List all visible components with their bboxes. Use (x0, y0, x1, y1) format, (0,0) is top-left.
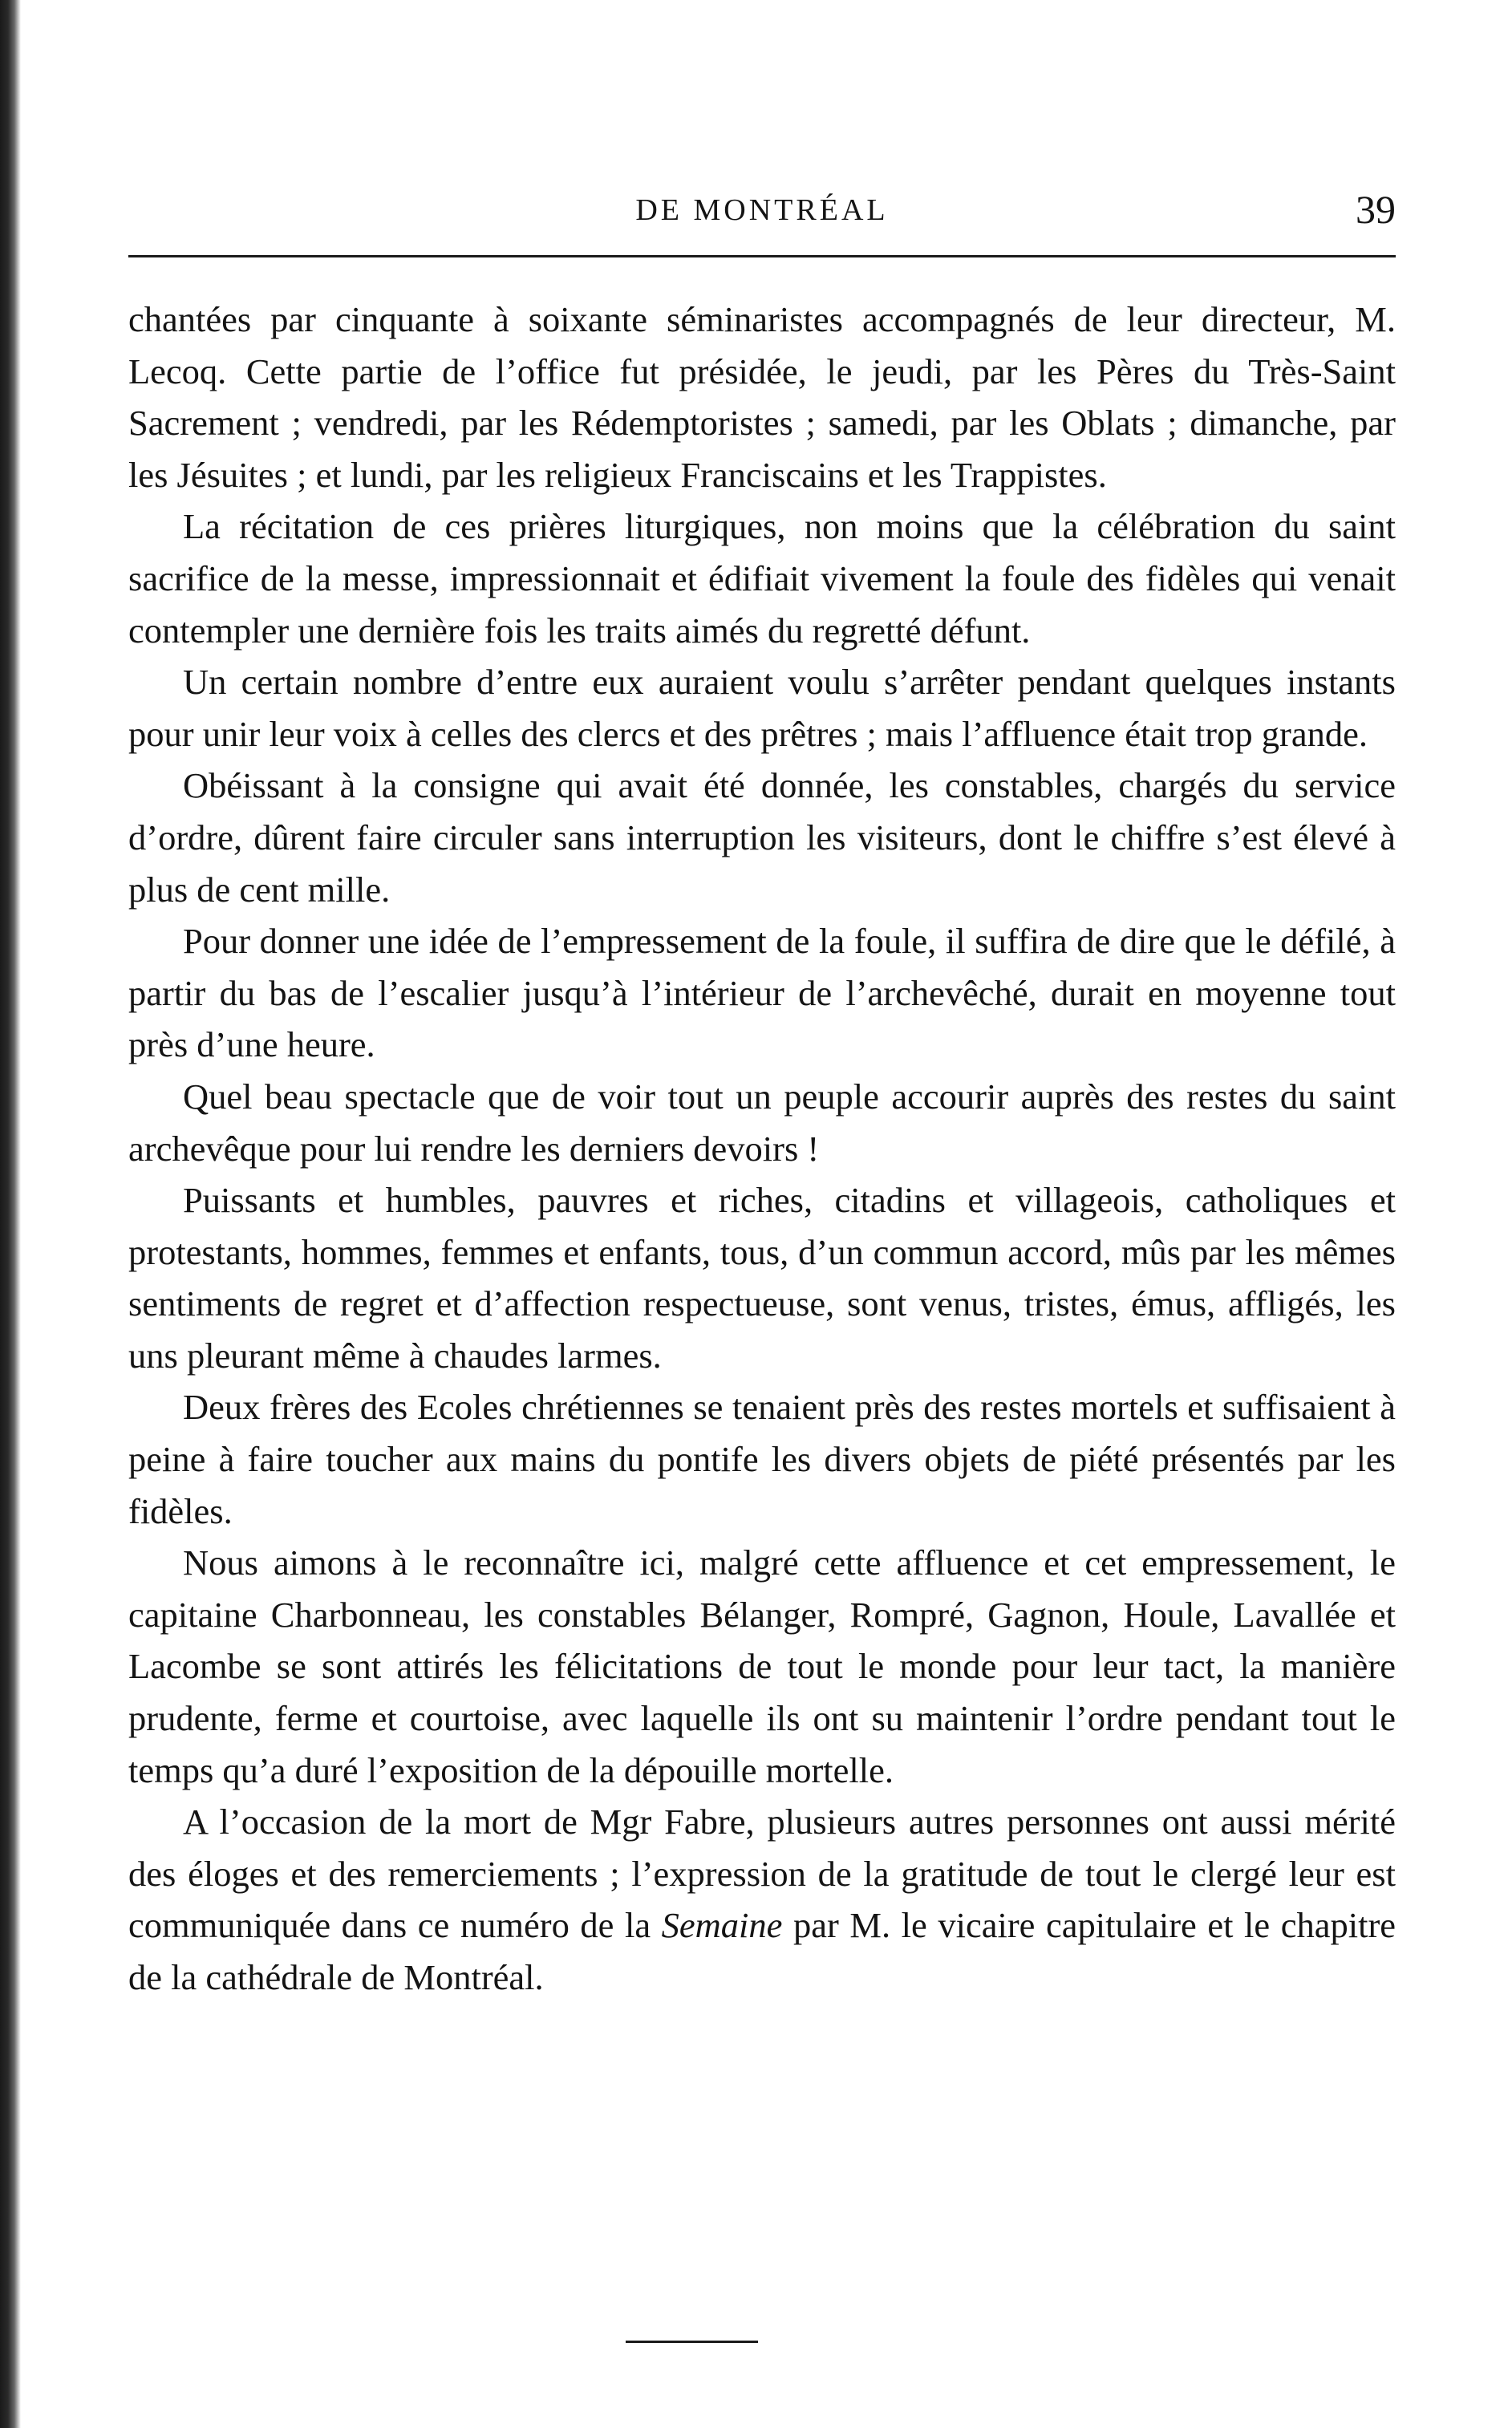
header-rule (128, 255, 1396, 257)
paragraph-3 (128, 656, 1396, 760)
paragraph-2-text: La récitation de ces prières liturgiques, non moins que la célébration du saint sacrifice de la messe, impressionnait et édifiait vivement la foule des fidèles qui venait contempler une dernière fois les traits aimés du regretté défunt. (128, 506, 1396, 651)
publication-title: Semaine (661, 1905, 783, 1946)
paragraph-8-text: Deux frères des Ecoles chrétiennes se tenaient près des restes mortels et suffisaient à peine à faire toucher aux mains du pontife les divers objets de piété présentés par les fidèles. (128, 1387, 1396, 1531)
paragraph-1 (128, 294, 1396, 501)
paragraph-4-text: Obéissant à la consigne qui avait été donnée, les constables, chargés du service d’ordre, dûrent faire circuler sans interruption les visiteurs, dont le chiffre s’est élevé à plus de cent mille. (128, 765, 1396, 910)
paragraph-6-text: Quel beau spectacle que de voir tout un peuple accourir auprès des restes du saint archevêque pour lui rendre les derniers devoirs ! (128, 1076, 1396, 1169)
end-rule (626, 2341, 758, 2343)
page-binding-edge (0, 0, 21, 2428)
paragraph-2 (128, 501, 1396, 656)
running-head (128, 186, 1396, 242)
paragraph-8 (128, 1381, 1396, 1537)
paragraph-7-text: Puissants et humbles, pauvres et riches, citadins et villageois, catholiques et protestants, hommes, femmes et enfants, tous, d’un commun accord, mûs par les mêmes sentiments de regret et d’affection respectueuse, sont venus, tristes, émus, affligés, les uns pleurant même à chaudes larmes. (128, 1180, 1396, 1376)
paragraph-7 (128, 1174, 1396, 1381)
paragraph-5 (128, 915, 1396, 1071)
paragraph-5-text: Pour donner une idée de l’empressement de la foule, il suffira de dire que le défilé, à partir du bas de l’escalier jusqu’à l’intérieur de l’archevêché, durait en moyenne tout près d’une heure. (128, 921, 1396, 1065)
paragraph-10-text-start: A l’occasion de la mort de Mgr Fabre, plusieurs autres personnes ont aussi mérité des éloges et des remerciements ; l’expression de la gratitude de tout le clergé leur est communiquée dans ce numéro de la (128, 1802, 1396, 1946)
paragraph-9-text: Nous aimons à le reconnaître ici, malgré cette affluence et cet empressement, le capitaine Charbonneau, les constables Bélanger, Rompré, Gagnon, Houle, Lavallée et Lacombe se sont attirés les félicitations de tout le monde pour leur tact, la manière prudente, ferme et courtoise, avec laquelle ils ont su maintenir l’ordre pendant tout le temps qu’a duré l’exposition de la dépouille mortelle. (128, 1542, 1396, 1790)
paragraph-1-text: chantées par cinquante à soixante séminaristes accompagnés de leur directeur, M. Lecoq. Cette partie de l’office fut présidée, le jeudi, par les Pères du Très-Saint Sacrement ; vendredi, par les Rédemptoristes ; samedi, par les Oblats ; dimanche, par les Jésuites ; et lundi, par les religieux Franciscains et les Trappistes. (128, 299, 1396, 495)
page-number: 39 (1356, 187, 1396, 232)
page-body (128, 294, 1396, 2004)
paragraph-6 (128, 1071, 1396, 1174)
paragraph-10-text-end: par M. le vicaire capitulaire et le chapitre de la cathédrale de Montréal. (128, 1905, 1396, 1997)
running-title: DE MONTRÉAL (635, 193, 889, 227)
paragraph-3-text: Un certain nombre d’entre eux auraient voulu s’arrêter pendant quelques instants pour unir leur voix à celles des clercs et des prêtres ; mais l’affluence était trop grande. (128, 662, 1396, 754)
paragraph-9 (128, 1537, 1396, 1796)
paragraph-4 (128, 760, 1396, 915)
paragraph-10 (128, 1796, 1396, 2003)
